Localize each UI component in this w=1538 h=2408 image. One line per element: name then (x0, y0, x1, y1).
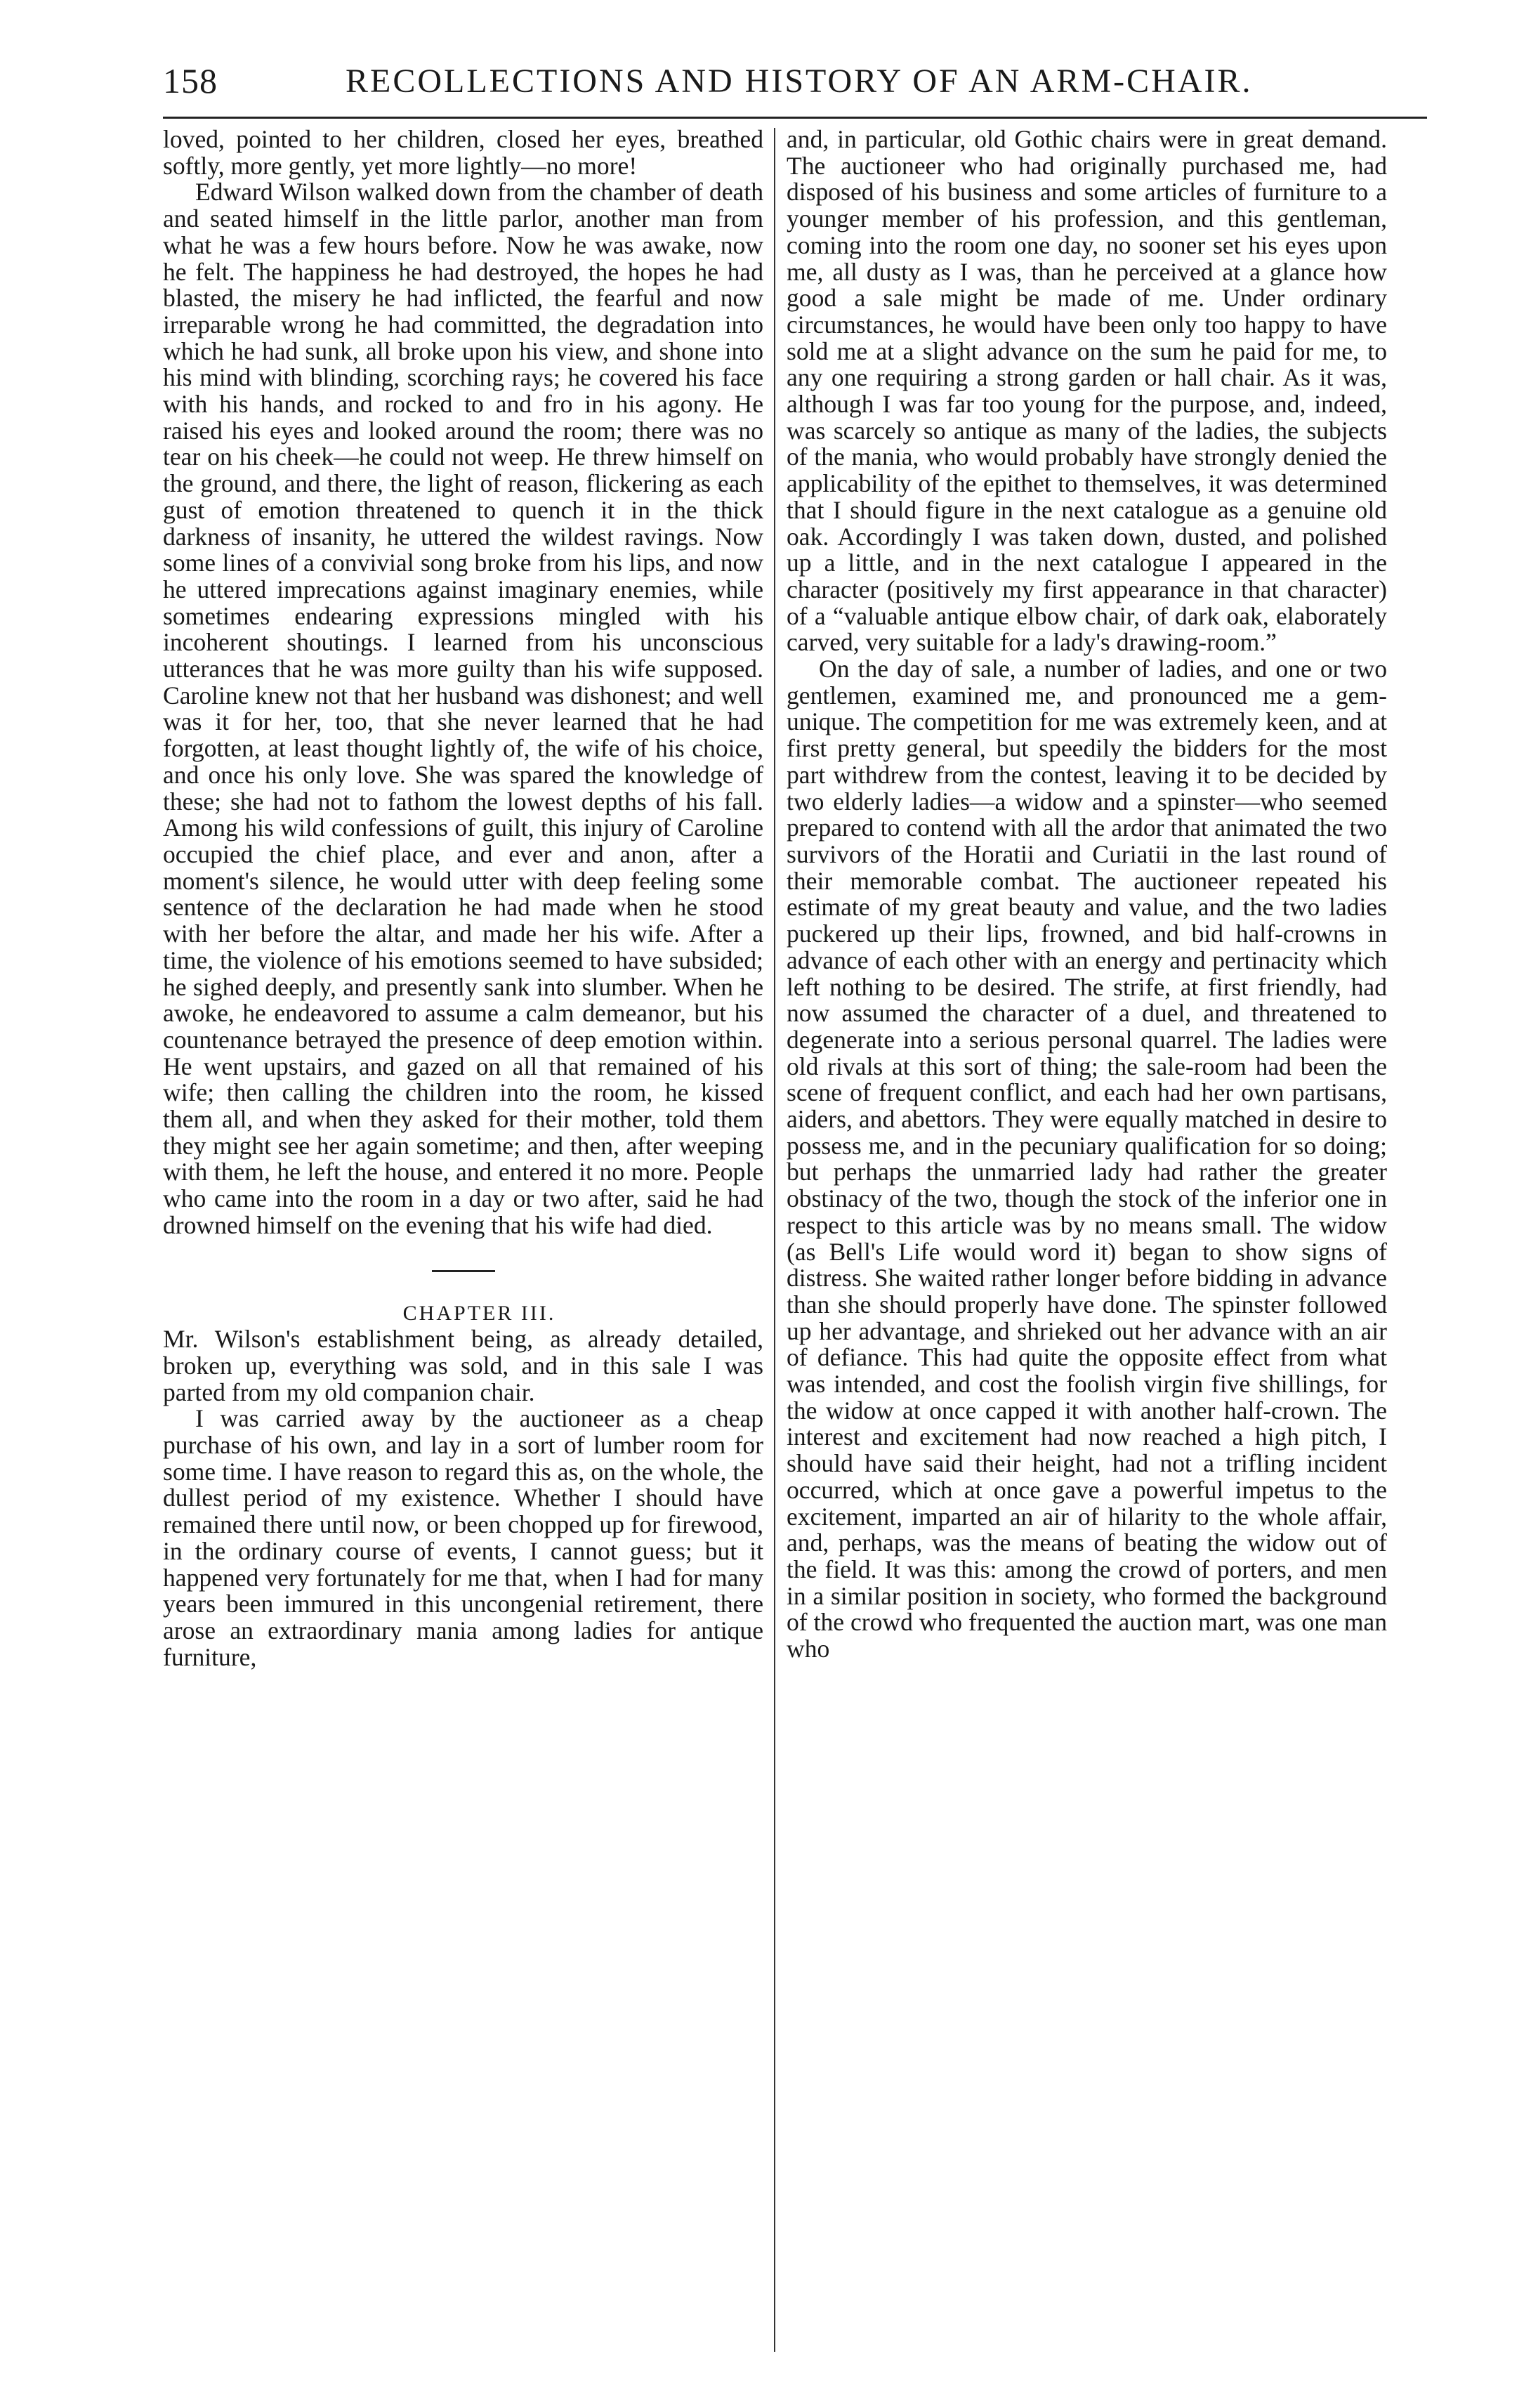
paragraph: I was carried away by the auctioneer as a cheap purchase of his own, and lay in a sort of lumber room for some time. I have reason to regard this as, on the whole, the dullest period of my existence. Whether I should have remained there until now, or been chopped up for firewood, in the ordinary course of events, I cannot guess; but it happened very fortunately for me that, when I had for many years been immured in this uncongenial retirement, there arose an extraordinary mania among ladies for antique furniture, (163, 1404, 763, 1671)
paragraph: Edward Wilson walked down from the chamber of death and seated himself in the little parlor, another man from what he was a few hours before. Now he was awake, now he felt. The happiness he had destroyed, the hopes he had blasted, the misery he had inflicted, the fearful and now irreparable wrong he had committed, the degradation into which he had sunk, all broke upon his view, and shone into his mind with blinding, scorching rays; he covered his face with his hands, and rocked to and fro in his agony. He raised his eyes and looked around the room; there was no tear on his cheek—he could not weep. He threw himself on the ground, and there, the light of reason, flickering as each gust of emotion threatened to quench it in the thick darkness of insanity, he uttered the wildest ravings. Now some lines of a convivial song broke from his lips, and now he uttered imprecations against imaginary enemies, while sometimes endearing expressions mingled with his incoherent shoutings. I learned from his unconscious utterances that he was more guilty than his wife supposed. Caroline knew not that her husband was dishonest; and well was it for her, too, that she never learned that he had forgotten, at least thought lightly of, the wife of his choice, and once his only love. She was spared the knowledge of these; she had not to fathom the lowest depths of his fall. Among his wild confessions of guilt, this injury of Caroline occupied the chief place, and ever and anon, after a moment's silence, he would utter with deep feeling some sentence of the declaration he had made when he stood with her before the altar, and made her his wife. After a time, the violence of his emotions seemed to have subsided; he sighed deeply, and presently sank into slumber. When he awoke, he endeavored to assume a calm demeanor, but his countenance betrayed the presence of deep emotion within. He went upstairs, and gazed on all that remained of his wife; then calling the children into the room, he kissed them all, and when they asked for their mother, told them they might see her again sometime; and then, after weeping with them, he left the house, and entered it no more. People who came into the room in a day or two after, said he had drowned himself on the evening that his wife had died. (163, 178, 763, 1239)
page-number: 158 (163, 61, 218, 100)
header-rule (163, 117, 1427, 119)
running-head: RECOLLECTIONS AND HISTORY OF AN ARM-CHAIR. (346, 63, 1253, 100)
paragraph: loved, pointed to her children, closed her eyes, breathed softly, more gently, yet more lightly—no more! (163, 126, 763, 180)
chapter-heading: CHAPTER III. (402, 1301, 556, 1325)
column-divider (774, 128, 775, 2352)
right-column (787, 126, 1387, 2353)
paragraph: On the day of sale, a number of ladies, and one or two gentlemen, examined me, and pronounced me a gem-unique. The competition for me was extremely keen, and at first pretty general, but speedily the bidders for the most part withdrew from the contest, leaving it to be decided by two elderly ladies—a widow and a spinster—who seemed prepared to contend with all the ardor that animated the two survivors of the Horatii and Curiatii in the last round of their memorable combat. The auctioneer repeated his estimate of my great beauty and value, and the two ladies puckered up their lips, frowned, and bid half-crowns in advance of each other with an energy and pertinacity which left nothing to be desired. The strife, at first friendly, had now assumed the character of a duel, and threatened to degenerate into a serious personal quarrel. The ladies were old rivals at this sort of thing; the sale-room had been the scene of frequent conflict, and each had her own partisans, aiders, and abettors. They were equally matched in desire to possess me, and in the pecuniary qualification for so doing; but perhaps the unmarried lady had rather the greater obstinacy of the two, though the stock of the inferior one in respect to this article was by no means small. The widow (as Bell's Life would word it) began to show signs of distress. She waited rather longer before bidding in advance than she should properly have done. The spinster followed up her advantage, and shrieked out her advance with an air of defiance. This had quite the opposite effect from what was intended, and cost the foolish virgin five shillings, for the widow at once capped it with another half-crown. The interest and excitement had now reached a high pitch, I should have said their height, had not a trifling incident occurred, which at once gave a powerful impetus to the excitement, imparted an air of hilarity to the whole affair, and, perhaps, was the means of beating the widow out of the field. It was this: among the crowd of porters, and men in a similar position in society, who formed the background of the crowd who frequented the auction mart, was one man who (787, 655, 1387, 1663)
section-rule (432, 1270, 495, 1272)
page-header (163, 60, 1427, 110)
paragraph: and, in particular, old Gothic chairs were in great demand. The auctioneer who had originally purchased me, had disposed of his business and some articles of furniture to a younger member of his profession, and this gentleman, coming into the room one day, no sooner set his eyes upon me, all dusty as I was, than he perceived at a glance how good a sale might be made of me. Under ordinary circumstances, he would have been only too happy to have sold me at a slight advance on the sum he paid for me, to any one requiring a strong garden or hall chair. As it was, although I was far too young for the purpose, and, indeed, was scarcely so antique as many of the ladies, the subjects of the mania, who would probably have strongly denied the applicability of the epithet to themselves, it was determined that I should figure in the next catalogue as a genuine old oak. Accordingly I was taken down, dusted, and polished up a little, and in the next catalogue I appeared in the character (positively my first appearance in that character) of a “valuable antique elbow chair, of dark oak, elaborately carved, very suitable for a lady's drawing-room.” (787, 126, 1387, 657)
left-column (163, 126, 763, 2353)
paragraph: Mr. Wilson's establishment being, as already detailed, broken up, everything was sold, and in this sale I was parted from my old companion chair. (163, 1325, 763, 1406)
